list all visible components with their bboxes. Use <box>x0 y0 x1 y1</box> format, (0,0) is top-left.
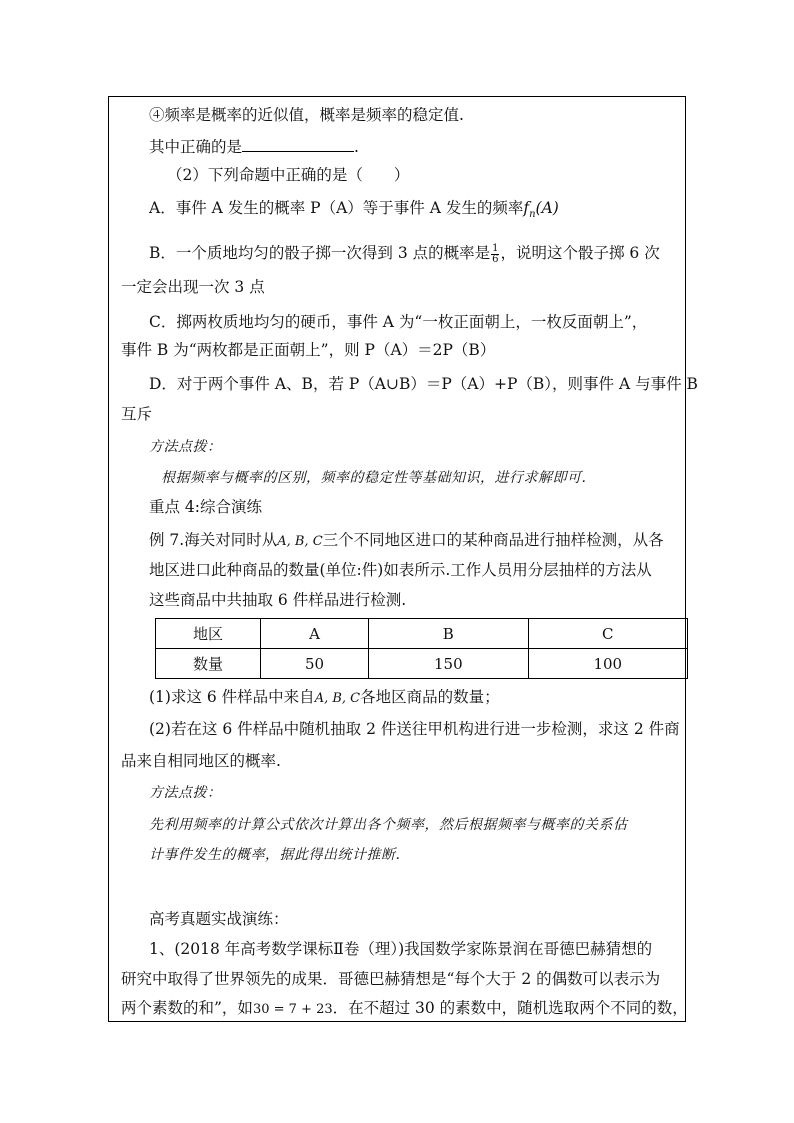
fraction-one-sixth: $\frac{1}{6}$ <box>492 242 499 265</box>
answer-prompt-text: 其中正确的是 <box>149 138 243 156</box>
table-cell: 50 <box>261 649 369 679</box>
method-tip-text: 根据频率与概率的区别，频率的稳定性等基础知识，进行求解即可. <box>161 470 587 486</box>
table-cell: 地区 <box>156 619 261 649</box>
exam-question-1-math: 30 = 7 + 23 <box>252 1002 333 1017</box>
sub-question-2-line2: 品来自相同地区的概率. <box>121 752 281 770</box>
section-heading: 重点 4:综合演练 <box>149 498 263 516</box>
table-cell: C <box>528 619 687 649</box>
exam-question-1-line3 <box>121 998 688 1020</box>
option-b-text-end: ，说明这个骰子掷 6 次 <box>500 244 660 262</box>
table-row <box>156 619 688 649</box>
example-7-text: 例 7.海关对同时从 <box>149 531 278 549</box>
option-a-text: A．事件 A 发生的概率 P（A）等于事件 A 发生的频率 <box>149 199 524 217</box>
method-tip-text-2a: 先利用频率的计算公式依次计算出各个频率，然后根据频率与概率的关系估 <box>149 817 628 833</box>
quantity-table <box>155 618 688 679</box>
example-7-math: A, B, C <box>277 534 323 549</box>
table-cell: 数量 <box>156 649 261 679</box>
answer-prompt-end: . <box>354 138 359 156</box>
question-2: （2）下列命题中正确的是（ ） <box>167 166 410 184</box>
option-b-line2: 一定会出现一次 3 点 <box>121 278 265 296</box>
option-a-math2: (A) <box>535 199 559 217</box>
example-7-text-end: 三个不同地区进口的某种商品进行抽样检测，从各 <box>322 531 664 549</box>
sub-question-1 <box>149 687 500 709</box>
example-7-line1 <box>149 530 664 552</box>
sub-question-2-line1: (2)若在这 6 件样品中随机抽取 2 件送往甲机构进行进一步检测，求这 2 件商 <box>149 720 680 738</box>
example-7-line3: 这些商品中共抽取 6 件样品进行检测. <box>149 591 407 609</box>
exam-practice-heading: 高考真题实战演练： <box>149 910 289 928</box>
table-cell: A <box>261 619 369 649</box>
option-d-line2: 互斥 <box>121 405 153 423</box>
example-7-line2: 地区进口此种商品的数量(单位:件)如表所示.工作人员用分层抽样的方法从 <box>149 561 652 579</box>
sub-question-1-text-end: 各地区商品的数量； <box>360 688 500 706</box>
option-c-line1: C．掷两枚质地均匀的硬币，事件 A 为“一枚正面朝上，一枚反面朝上”， <box>149 313 648 331</box>
table-cell: B <box>369 619 528 649</box>
content-frame <box>108 96 698 1022</box>
answer-blank[interactable] <box>242 135 354 152</box>
option-a-math: f <box>523 199 530 217</box>
sub-question-1-text: (1)求这 6 件样品中来自 <box>149 688 315 706</box>
table-cell: 100 <box>528 649 687 679</box>
answer-prompt <box>149 135 359 157</box>
sub-question-1-math: A, B, C <box>314 691 361 706</box>
method-tip-text-2b: 计事件发生的概率，据此得出统计推断. <box>149 847 401 863</box>
exam-question-1-text: 两个素数的和”，如 <box>121 999 253 1017</box>
exam-question-1-text-end: ．在不超过 30 的素数中，随机选取两个不同的数， <box>332 999 688 1017</box>
exam-question-1-line1: 1、(2018 年高考数学课标Ⅱ卷（理）)我国数学家陈景润在哥德巴赫猜想的 <box>149 940 653 958</box>
option-b-text: B．一个质地均匀的骰子掷一次得到 3 点的概率是 <box>149 244 491 262</box>
option-c-line2: 事件 B 为“两枚都是正面朝上”，则 P（A）＝2P（B） <box>121 341 496 359</box>
option-a <box>149 198 559 225</box>
option-a-sub: n <box>529 209 536 221</box>
table-cell: 150 <box>369 649 528 679</box>
method-tip-heading: 方法点拨： <box>149 439 222 455</box>
exam-question-1-line2: 研究中取得了世界领先的成果．哥德巴赫猜想是“每个大于 2 的偶数可以表示为 <box>121 970 661 988</box>
option-d-line1: D．对于两个事件 A、B，若 P（A∪B）＝P（A）+P（B），则事件 A 与事件 B <box>149 375 698 393</box>
table-row <box>156 649 688 679</box>
option-b-line1 <box>149 243 660 265</box>
method-tip-heading-2: 方法点拨： <box>149 785 222 801</box>
item-4-text: ④频率是概率的近似值，概率是频率的稳定值. <box>149 106 464 124</box>
